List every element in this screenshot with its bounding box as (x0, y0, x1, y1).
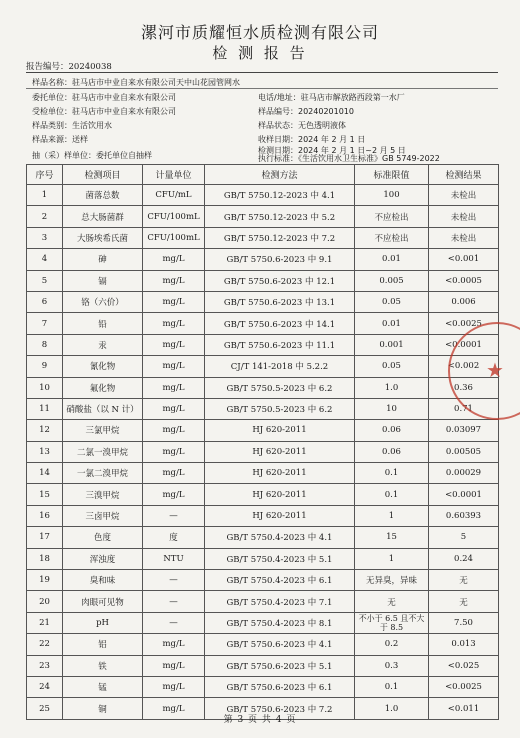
sampling-unit: 抽（采）样单位：委托单位自抽样 (32, 151, 152, 160)
divider (26, 88, 498, 89)
cell-item: 肉眼可见物 (63, 591, 143, 612)
cell-result: 未检出 (429, 185, 499, 206)
cell-limit: 0.01 (355, 249, 429, 270)
table-row (27, 313, 499, 334)
cell-result: 0.00505 (429, 441, 499, 462)
cell-item: 铁 (63, 655, 143, 676)
cell-limit: 0.01 (355, 313, 429, 334)
cell-method: GB/T 5750.5-2023 中 6.2 (205, 398, 355, 419)
table-row (27, 398, 499, 419)
cell-index: 22 (27, 634, 63, 655)
table-row (27, 185, 499, 206)
cell-method: GB/T 5750.12-2023 中 5.2 (205, 206, 355, 227)
cell-unit: mg/L (143, 356, 205, 377)
test-date: 检测日期：2024 年 2 月 1 日~2 月 5 日 (258, 146, 406, 155)
cell-unit: CFU/100mL (143, 206, 205, 227)
cell-unit: mg/L (143, 484, 205, 505)
header-unit: 计量单位 (143, 165, 205, 185)
table-row (27, 463, 499, 484)
cell-result: 7.50 (429, 612, 499, 633)
results-table (26, 164, 499, 720)
cell-unit: mg/L (143, 249, 205, 270)
cell-limit: 0.05 (355, 291, 429, 312)
cell-index: 12 (27, 420, 63, 441)
cell-item: 铬（六价） (63, 291, 143, 312)
cell-result: 未检出 (429, 227, 499, 248)
header-index: 序号 (27, 165, 63, 185)
company-title: 漯河市质耀恒水质检测有限公司 (140, 23, 379, 42)
cell-index: 11 (27, 398, 63, 419)
header-limit: 标准限值 (355, 165, 429, 185)
table-row (27, 676, 499, 697)
cell-index: 19 (27, 570, 63, 591)
sample-name: 样品名称：驻马店市中业自来水有限公司天中山花园管网水 (32, 78, 240, 87)
cell-item: 大肠埃希氏菌 (63, 227, 143, 248)
cell-unit: mg/L (143, 676, 205, 697)
cell-index: 18 (27, 548, 63, 569)
sample-source: 样品来源：送样 (32, 135, 88, 144)
cell-unit: mg/L (143, 313, 205, 334)
cell-index: 25 (27, 698, 63, 719)
table-row (27, 334, 499, 355)
phone-address: 电话/地址：驻马店市解放路西段第一水厂 (258, 93, 405, 102)
cell-item: 浑浊度 (63, 548, 143, 569)
cell-limit: 15 (355, 527, 429, 548)
cell-index: 15 (27, 484, 63, 505)
report-number: 报告编号：20240038 (26, 62, 112, 72)
table-row (27, 484, 499, 505)
cell-item: 镉 (63, 270, 143, 291)
cell-item: 汞 (63, 334, 143, 355)
cell-unit: mg/L (143, 420, 205, 441)
cell-result: 未检出 (429, 206, 499, 227)
cell-method: GB/T 5750.4-2023 中 5.1 (205, 548, 355, 569)
cell-unit: mg/L (143, 441, 205, 462)
cell-result: 5 (429, 527, 499, 548)
cell-limit: 不应检出 (355, 227, 429, 248)
table-row (27, 249, 499, 270)
cell-item: 总大肠菌群 (63, 206, 143, 227)
table-row (27, 420, 499, 441)
cell-item: 铜 (63, 698, 143, 719)
cell-index: 8 (27, 334, 63, 355)
cell-result: 0.006 (429, 291, 499, 312)
cell-index: 2 (27, 206, 63, 227)
cell-limit: 1 (355, 505, 429, 526)
cell-item: 氰化物 (63, 356, 143, 377)
cell-item: 一氯二溴甲烷 (63, 463, 143, 484)
cell-method: GB/T 5750.6-2023 中 5.1 (205, 655, 355, 676)
page-footer: 第 3 页 共 4 页 (223, 715, 297, 725)
cell-limit: 1 (355, 548, 429, 569)
cell-method: GB/T 5750.12-2023 中 4.1 (205, 185, 355, 206)
cell-index: 13 (27, 441, 63, 462)
cell-item: pH (63, 612, 143, 633)
table-row (27, 206, 499, 227)
report-title: 检 测 报 告 (212, 44, 308, 62)
cell-limit: 0.05 (355, 356, 429, 377)
cell-item: 三氯甲烷 (63, 420, 143, 441)
cell-result: <0.0001 (429, 334, 499, 355)
cell-index: 3 (27, 227, 63, 248)
cell-item: 菌落总数 (63, 185, 143, 206)
client: 委托单位：驻马店市中业自来水有限公司 (32, 93, 176, 102)
cell-method: HJ 620-2011 (205, 420, 355, 441)
cell-limit: 1.0 (355, 377, 429, 398)
table-row (27, 634, 499, 655)
cell-limit: 100 (355, 185, 429, 206)
cell-item: 臭和味 (63, 570, 143, 591)
cell-method: GB/T 5750.6-2023 中 9.1 (205, 249, 355, 270)
cell-result: <0.0005 (429, 270, 499, 291)
table-header-row (27, 165, 499, 185)
standard: 执行标准：《生活饮用水卫生标准》GB 5749-2022 (258, 154, 440, 163)
sample-number: 样品编号：20240201010 (258, 107, 354, 116)
cell-unit: — (143, 612, 205, 633)
cell-method: HJ 620-2011 (205, 484, 355, 505)
table-row (27, 527, 499, 548)
cell-limit: 0.1 (355, 484, 429, 505)
cell-method: GB/T 5750.6-2023 中 13.1 (205, 291, 355, 312)
cell-result: 0.36 (429, 377, 499, 398)
cell-unit: 度 (143, 527, 205, 548)
cell-limit: 不应检出 (355, 206, 429, 227)
cell-index: 5 (27, 270, 63, 291)
cell-limit: 0.3 (355, 655, 429, 676)
cell-item: 硝酸盐（以 N 计） (63, 398, 143, 419)
cell-unit: mg/L (143, 270, 205, 291)
table-row (27, 591, 499, 612)
cell-limit: 无异臭，异味 (355, 570, 429, 591)
cell-index: 4 (27, 249, 63, 270)
cell-method: GB/T 5750.6-2023 中 6.1 (205, 676, 355, 697)
cell-result: <0.001 (429, 249, 499, 270)
cell-limit: 无 (355, 591, 429, 612)
cell-item: 砷 (63, 249, 143, 270)
cell-unit: CFU/100mL (143, 227, 205, 248)
cell-method: HJ 620-2011 (205, 505, 355, 526)
cell-method: GB/T 5750.6-2023 中 4.1 (205, 634, 355, 655)
table-row (27, 505, 499, 526)
table-row (27, 291, 499, 312)
cell-item: 铅 (63, 313, 143, 334)
cell-unit: mg/L (143, 634, 205, 655)
table-row (27, 612, 499, 633)
sample-type: 样品类别：生活饮用水 (32, 121, 112, 130)
cell-result: 0.00029 (429, 463, 499, 484)
cell-item: 氟化物 (63, 377, 143, 398)
cell-unit: mg/L (143, 398, 205, 419)
cell-item: 色度 (63, 527, 143, 548)
cell-result: 无 (429, 570, 499, 591)
table-row (27, 441, 499, 462)
header-result: 检测结果 (429, 165, 499, 185)
cell-limit: 0.2 (355, 634, 429, 655)
header-method: 检测方法 (205, 165, 355, 185)
sample-state: 样品状态：无色透明液体 (258, 121, 346, 130)
cell-limit: 0.1 (355, 463, 429, 484)
cell-item: 锰 (63, 676, 143, 697)
table-row (27, 655, 499, 676)
cell-method: GB/T 5750.6-2023 中 11.1 (205, 334, 355, 355)
cell-method: CJ/T 141-2018 中 5.2.2 (205, 356, 355, 377)
cell-method: GB/T 5750.4-2023 中 8.1 (205, 612, 355, 633)
cell-unit: — (143, 591, 205, 612)
table-row (27, 227, 499, 248)
cell-method: GB/T 5750.12-2023 中 7.2 (205, 227, 355, 248)
cell-index: 21 (27, 612, 63, 633)
cell-result: <0.002 (429, 356, 499, 377)
cell-result: <0.025 (429, 655, 499, 676)
cell-unit: mg/L (143, 655, 205, 676)
cell-limit: 10 (355, 398, 429, 419)
cell-item: 铝 (63, 634, 143, 655)
cell-method: HJ 620-2011 (205, 441, 355, 462)
cell-limit: 0.005 (355, 270, 429, 291)
cell-result: <0.011 (429, 698, 499, 719)
cell-index: 10 (27, 377, 63, 398)
cell-method: GB/T 5750.5-2023 中 6.2 (205, 377, 355, 398)
cell-unit: mg/L (143, 463, 205, 484)
cell-result: <0.0025 (429, 313, 499, 334)
table-row (27, 548, 499, 569)
cell-index: 17 (27, 527, 63, 548)
cell-method: GB/T 5750.4-2023 中 7.1 (205, 591, 355, 612)
cell-index: 9 (27, 356, 63, 377)
cell-unit: mg/L (143, 291, 205, 312)
table-row (27, 377, 499, 398)
receive-date: 收样日期：2024 年 2 月 1 日 (258, 135, 366, 144)
header-item: 检测项目 (63, 165, 143, 185)
table-row (27, 356, 499, 377)
cell-limit: 0.001 (355, 334, 429, 355)
cell-index: 20 (27, 591, 63, 612)
cell-limit: 不小于 6.5 且不大于 8.5 (355, 612, 429, 633)
cell-method: GB/T 5750.6-2023 中 7.2 (205, 698, 355, 719)
cell-result: 0.24 (429, 548, 499, 569)
cell-result: <0.0001 (429, 484, 499, 505)
table-row (27, 270, 499, 291)
cell-unit: — (143, 570, 205, 591)
cell-unit: NTU (143, 548, 205, 569)
cell-index: 7 (27, 313, 63, 334)
cell-unit: mg/L (143, 698, 205, 719)
cell-unit: mg/L (143, 334, 205, 355)
cell-method: HJ 620-2011 (205, 463, 355, 484)
cell-unit: CFU/mL (143, 185, 205, 206)
cell-method: GB/T 5750.6-2023 中 12.1 (205, 270, 355, 291)
cell-index: 16 (27, 505, 63, 526)
cell-item: 二氯一溴甲烷 (63, 441, 143, 462)
client-address: 受检单位：驻马店市中业自来水有限公司 (32, 107, 176, 116)
cell-index: 23 (27, 655, 63, 676)
cell-result: <0.0025 (429, 676, 499, 697)
cell-limit: 0.06 (355, 420, 429, 441)
cell-result: 0.013 (429, 634, 499, 655)
cell-index: 1 (27, 185, 63, 206)
cell-unit: mg/L (143, 377, 205, 398)
cell-result: 0.03097 (429, 420, 499, 441)
cell-item: 三卤甲烷 (63, 505, 143, 526)
cell-limit: 0.1 (355, 676, 429, 697)
cell-method: GB/T 5750.6-2023 中 14.1 (205, 313, 355, 334)
cell-index: 6 (27, 291, 63, 312)
cell-method: GB/T 5750.4-2023 中 4.1 (205, 527, 355, 548)
cell-result: 0.71 (429, 398, 499, 419)
table-row (27, 570, 499, 591)
cell-limit: 0.06 (355, 441, 429, 462)
divider (26, 72, 498, 73)
cell-result: 0.60393 (429, 505, 499, 526)
cell-limit: 1.0 (355, 698, 429, 719)
cell-unit: — (143, 505, 205, 526)
cell-result: 无 (429, 591, 499, 612)
cell-method: GB/T 5750.4-2023 中 6.1 (205, 570, 355, 591)
cell-item: 三溴甲烷 (63, 484, 143, 505)
cell-index: 24 (27, 676, 63, 697)
seal-star-icon: ★ (486, 358, 504, 382)
cell-index: 14 (27, 463, 63, 484)
